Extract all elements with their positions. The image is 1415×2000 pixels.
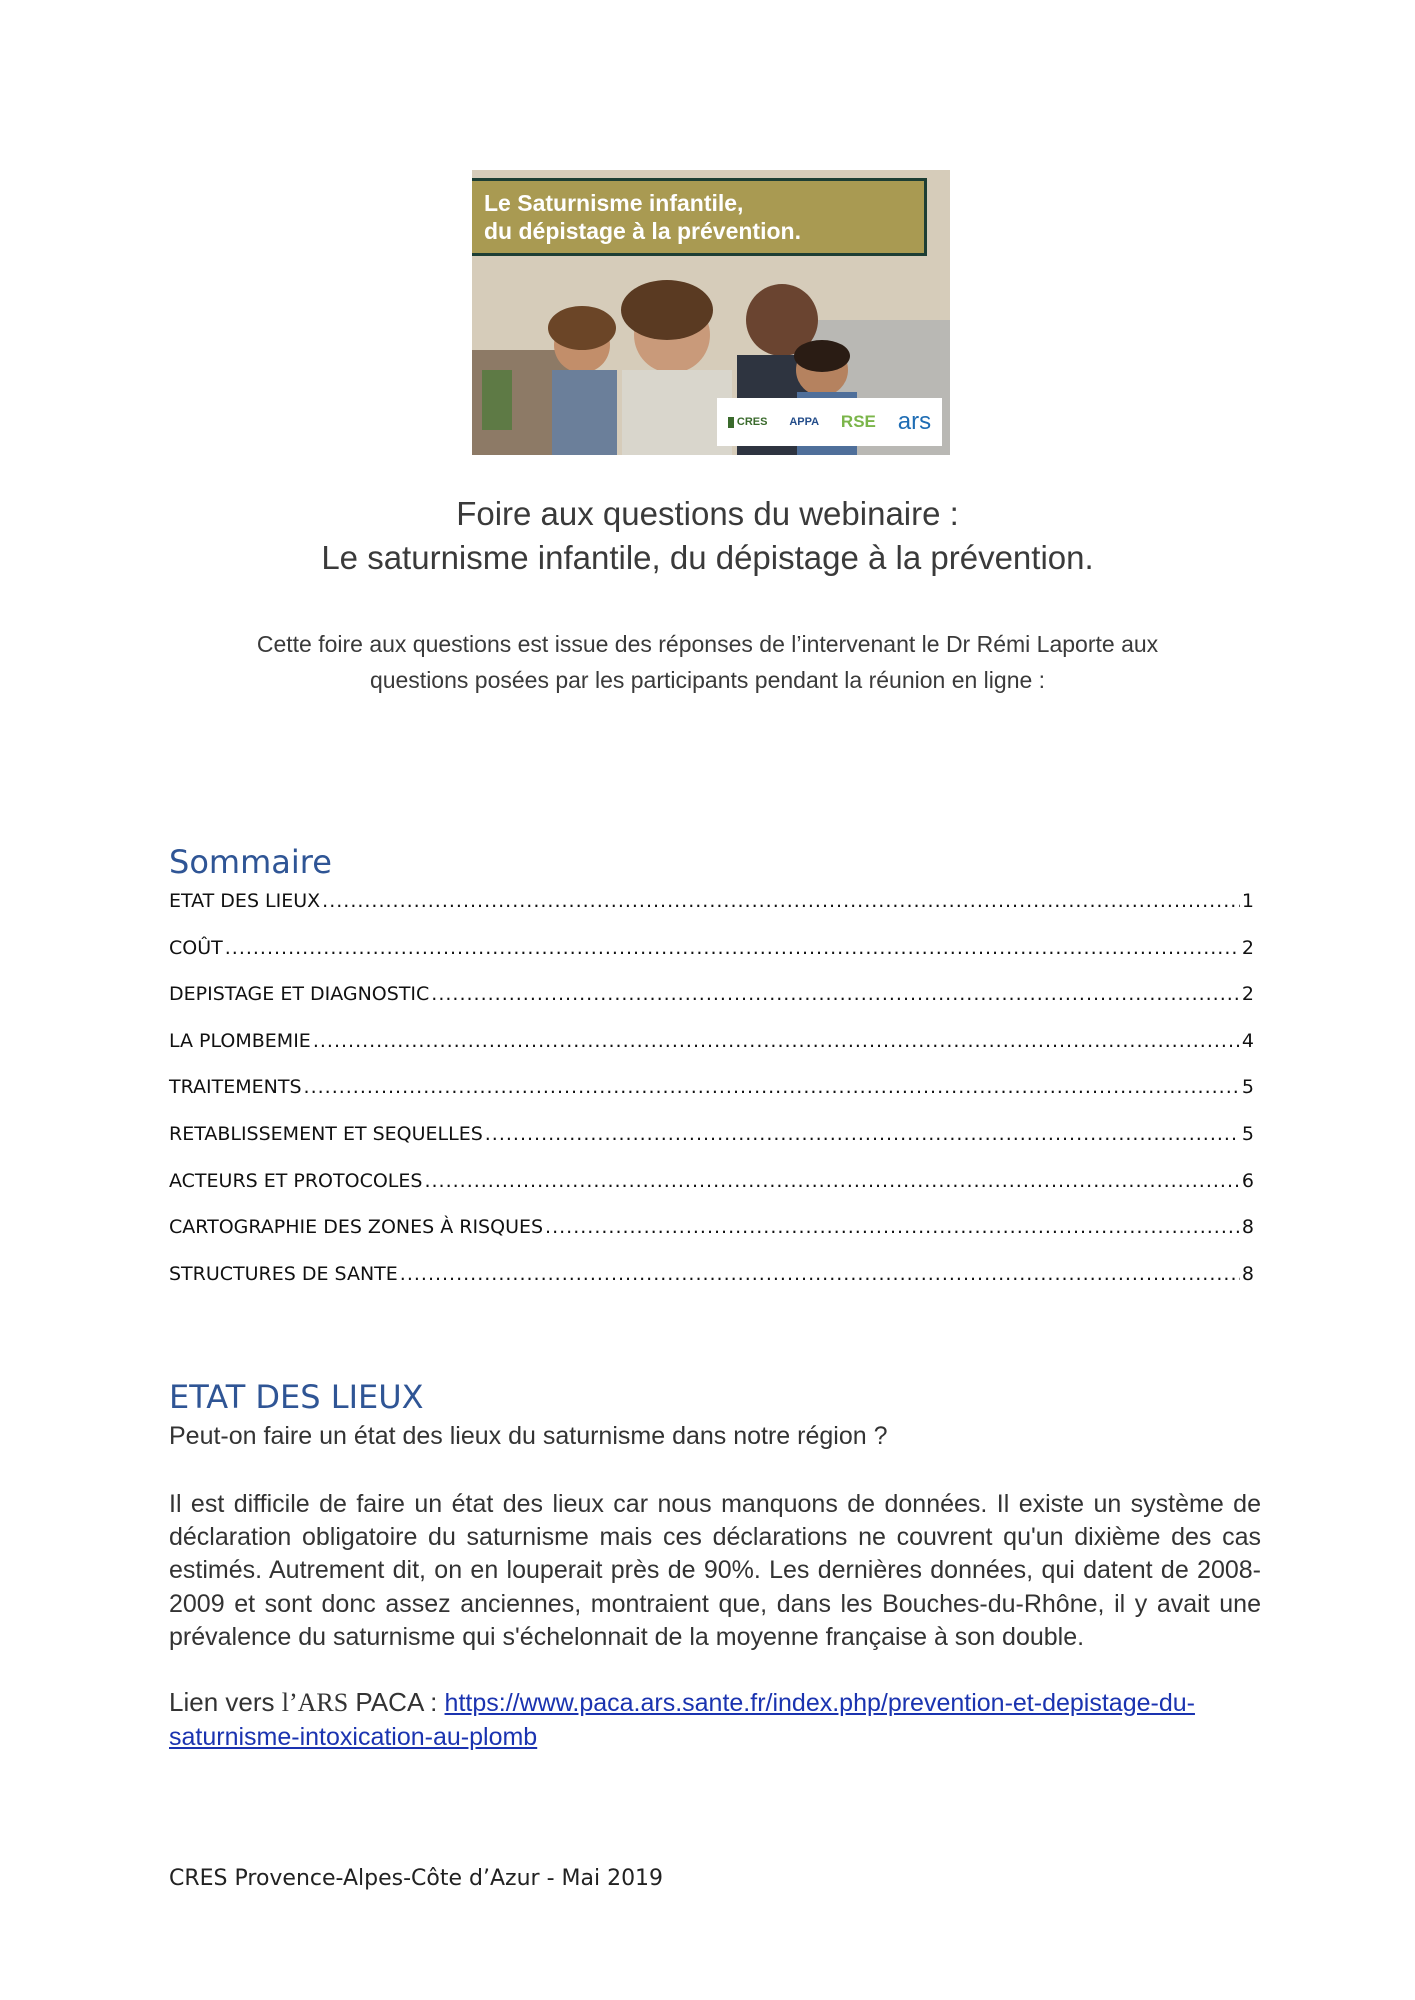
toc-item-traitements[interactable] bbox=[169, 1076, 1254, 1123]
page-title-line1: Foire aux questions du webinaire : bbox=[456, 495, 959, 532]
ars-logo: ars bbox=[897, 408, 932, 435]
toc-item-page: 2 bbox=[1241, 936, 1254, 959]
toc-item-label: COÛT bbox=[169, 936, 223, 959]
link-line bbox=[169, 1686, 1261, 1754]
toc-item-acteurs[interactable] bbox=[169, 1170, 1254, 1217]
answer-text: Il est difficile de faire un état des lieux car nous manquons de données. Il existe un système de déclaration obligatoire du saturnisme mais ces déclarations ne couvrent qu'un dixième des cas estimés. Autrement dit, on en louperait près de 90%. Les dernières données, qui datent de 2008-2009 et sont donc assez anciennes, montraient que, dans les Bouches-du-Rhône, il y avait une prévalence du saturnisme qui s'échelonnait de la moyenne française à son double. bbox=[169, 1490, 1261, 1651]
rse-logo: RSE bbox=[840, 412, 876, 431]
partner-logos bbox=[717, 398, 942, 446]
banner-title-line2: du dépistage à la prévention. bbox=[484, 218, 801, 244]
toc-item-retablissement[interactable] bbox=[169, 1123, 1254, 1170]
toc-leader bbox=[545, 1216, 1240, 1238]
toc-item-label: DEPISTAGE ET DIAGNOSTIC bbox=[169, 983, 430, 1006]
toc-item-cout[interactable] bbox=[169, 937, 1254, 984]
page-title-line2: Le saturnisme infantile, du dépistage à la prévention. bbox=[321, 539, 1094, 576]
toc-item-label: RETABLISSEMENT ET SEQUELLES bbox=[169, 1122, 483, 1145]
toc-item-page: 2 bbox=[1241, 983, 1254, 1006]
toc-leader bbox=[485, 1123, 1240, 1145]
toc-item-label: ETAT DES LIEUX bbox=[169, 890, 321, 912]
toc-leader bbox=[313, 1030, 1240, 1052]
link-prefix: Lien vers bbox=[169, 1687, 282, 1717]
toc-leader bbox=[322, 890, 1240, 912]
section-heading: ETAT DES LIEUX bbox=[169, 1378, 424, 1416]
toc-item-cartographie[interactable] bbox=[169, 1216, 1254, 1263]
toc-leader bbox=[431, 983, 1240, 1005]
toc-item-page: 5 bbox=[1241, 1122, 1254, 1145]
toc-leader bbox=[400, 1263, 1240, 1285]
intro-text bbox=[0, 626, 1415, 698]
banner-title bbox=[472, 178, 927, 256]
toc-item-structures[interactable] bbox=[169, 1263, 1254, 1310]
toc-heading: Sommaire bbox=[169, 843, 332, 881]
toc-item-plombemie[interactable] bbox=[169, 1030, 1254, 1077]
toc-item-etat-des-lieux[interactable] bbox=[169, 890, 1254, 937]
link-org: l’ARS bbox=[281, 1688, 349, 1717]
intro-line2: questions posées par les participants pendant la réunion en ligne : bbox=[369, 667, 1046, 693]
toc-item-page: 8 bbox=[1241, 1216, 1254, 1239]
cres-logo: CRES bbox=[728, 417, 768, 428]
toc-item-label: LA PLOMBEMIE bbox=[169, 1029, 311, 1052]
toc-item-label: CARTOGRAPHIE DES ZONES À RISQUES bbox=[169, 1216, 544, 1239]
page-title bbox=[0, 492, 1415, 580]
page-footer: CRES Provence-Alpes-Côte d’Azur - Mai 2019 bbox=[169, 1866, 664, 1891]
toc-item-label: ACTEURS ET PROTOCOLES bbox=[169, 1169, 423, 1192]
toc-leader bbox=[304, 1076, 1240, 1098]
toc-item-page: 4 bbox=[1241, 1029, 1254, 1052]
ars-paca-link[interactable]: https://www.paca.ars.sante.fr/index.php/prevention-et-depistage-du-saturnisme-intoxication-au-plomb bbox=[169, 1689, 1195, 1751]
intro-line1: Cette foire aux questions est issue des réponses de l’intervenant le Dr Rémi Laporte aux bbox=[256, 631, 1159, 657]
toc-item-page: 6 bbox=[1241, 1169, 1254, 1192]
toc-item-label: TRAITEMENTS bbox=[169, 1076, 302, 1099]
toc-item-page: 5 bbox=[1241, 1076, 1254, 1099]
question-text: Peut-on faire un état des lieux du saturnisme dans notre région ? bbox=[169, 1422, 888, 1450]
appa-logo: APPA bbox=[789, 416, 820, 428]
toc-item-page: 8 bbox=[1241, 1262, 1254, 1285]
toc-leader bbox=[225, 937, 1240, 959]
link-org-suffix: PACA : bbox=[348, 1687, 445, 1717]
banner-title-line1: Le Saturnisme infantile, bbox=[484, 190, 744, 216]
toc-item-depistage[interactable] bbox=[169, 983, 1254, 1030]
banner-image bbox=[472, 170, 950, 455]
toc-item-label: STRUCTURES DE SANTE bbox=[169, 1262, 398, 1285]
toc-item-page: 1 bbox=[1241, 890, 1254, 912]
table-of-contents bbox=[169, 890, 1254, 1309]
toc-leader bbox=[424, 1170, 1239, 1192]
